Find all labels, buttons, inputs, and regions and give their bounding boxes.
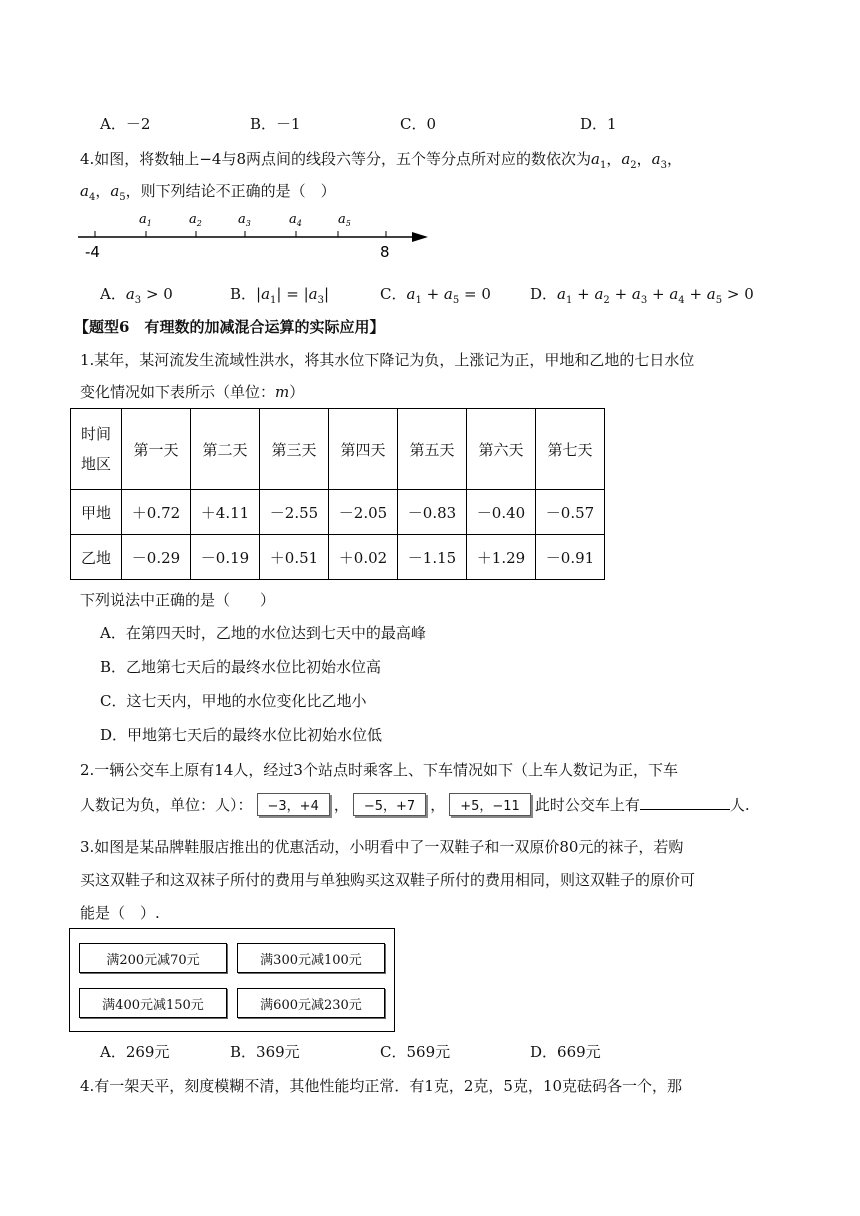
table-cell: －0.19 <box>191 535 260 580</box>
table-cell: ＋0.02 <box>329 535 398 580</box>
table-cell: －2.55 <box>260 490 329 535</box>
option-a: A．－2 <box>100 115 151 133</box>
p1-choice-b: B．乙地第七天后的最终水位比初始水位高 <box>100 658 382 676</box>
point-label-a3: $a_3$ <box>238 212 251 228</box>
option-c: C．$a_1 + a_5 = 0$ <box>380 285 491 306</box>
p1-choice-c: C．这七天内，甲地的水位变化比乙地小 <box>100 692 367 710</box>
table-corner-cell: 时间 地区 <box>71 409 122 490</box>
point-label-a4: $a_4$ <box>289 212 302 228</box>
point-label-a5: $a_5$ <box>338 212 351 228</box>
promo-tag: 满600元减230元 <box>237 988 385 1018</box>
answer-blank <box>640 795 730 810</box>
table-cell: －0.83 <box>398 490 467 535</box>
promo-tag: 满400元减150元 <box>79 988 227 1018</box>
point-label-a2: $a_2$ <box>189 212 202 228</box>
q4-line2: $a_4$，$a_5$，则下列结论不正确的是（ ） <box>80 182 336 203</box>
arrow-head-icon <box>412 232 428 242</box>
table-header-cell: 第六天 <box>467 409 536 490</box>
q4-line1: 4.如图，将数轴上−4与8两点间的线段六等分，五个等分点所对应的数依次为$a_1$，$a_2$，$a_3$， <box>80 150 683 171</box>
p3-line2: 买这双鞋子和这双袜子所付的费用与单独购买这双鞋子所付的费用相同，则这双鞋子的原价可 <box>80 871 696 889</box>
point-label-a1: $a_1$ <box>139 212 152 228</box>
table-header-cell: 第七天 <box>536 409 605 490</box>
option-a: A．$a_3 > 0$ <box>100 285 173 306</box>
row-label: 甲地 <box>71 490 122 535</box>
option-d: D．$a_1 + a_2 + a_3 + a_4 + a_5 > 0$ <box>530 285 754 306</box>
number-line-figure <box>70 205 450 265</box>
p4-line1: 4.有一架天平，刻度模糊不清，其他性能均正常．有1克，2克，5克，10克砝码各一个，那 <box>80 1077 683 1095</box>
table-cell: －0.40 <box>467 490 536 535</box>
table-header-cell: 第一天 <box>122 409 191 490</box>
table-header-cell: 第四天 <box>329 409 398 490</box>
p1-choice-a: A．在第四天时，乙地的水位达到七天中的最高峰 <box>100 624 426 642</box>
section-heading: 【题型6 有理数的加减混合运算的实际应用】 <box>74 318 385 336</box>
axis-label-left: -4 <box>85 243 100 261</box>
table-cell: ＋0.72 <box>122 490 191 535</box>
stop-box: −3，+4 <box>257 793 330 816</box>
table-cell: －2.05 <box>329 490 398 535</box>
table-row <box>71 535 605 580</box>
axis-label-right: 8 <box>380 243 390 261</box>
row-label: 乙地 <box>71 535 122 580</box>
option-b: B．369元 <box>230 1043 300 1061</box>
p1-prompt: 下列说法中正确的是（ ） <box>80 591 276 609</box>
table-cell: －0.29 <box>122 535 191 580</box>
table-header-cell: 第三天 <box>260 409 329 490</box>
promo-tag: 满200元减70元 <box>79 943 227 973</box>
table-cell: ＋0.51 <box>260 535 329 580</box>
option-c: C．0 <box>400 115 437 133</box>
p3-line3: 能是（ ）. <box>80 904 160 922</box>
q4-options <box>100 283 800 306</box>
option-d: D．1 <box>580 115 617 133</box>
table-header-cell: 第二天 <box>191 409 260 490</box>
option-b: B．－1 <box>250 115 301 133</box>
prev-question-options <box>100 113 800 134</box>
table-cell: ＋1.29 <box>467 535 536 580</box>
table-header-cell: 第五天 <box>398 409 467 490</box>
stop-box: +5，−11 <box>449 793 531 816</box>
table-cell: －0.57 <box>536 490 605 535</box>
option-b: B．$|a_1| = |a_3|$ <box>230 285 330 306</box>
option-c: C．569元 <box>380 1043 451 1061</box>
table-row <box>71 490 605 535</box>
p1-choice-d: D．甲地第七天后的最终水位比初始水位低 <box>100 726 383 744</box>
promo-tag: 满300元减100元 <box>237 943 385 973</box>
stop-box: −5，+7 <box>353 793 426 816</box>
table-header-row <box>71 409 605 490</box>
promotion-figure <box>69 928 395 1032</box>
water-level-table <box>70 408 605 580</box>
table-cell: －0.91 <box>536 535 605 580</box>
p1-line2: 变化情况如下表所示（单位：m） <box>80 383 305 401</box>
p2-line1: 2.一辆公交车上原有14人，经过3个站点时乘客上、下车情况如下（上车人数记为正，下车 <box>80 761 678 779</box>
p1-line1: 1.某年，某河流发生流域性洪水，将其水位下降记为负，上涨记为正，甲地和乙地的七日水位 <box>80 351 695 369</box>
option-d: D．669元 <box>530 1043 601 1061</box>
p3-options <box>100 1041 800 1062</box>
table-cell: －1.15 <box>398 535 467 580</box>
option-a: A．269元 <box>100 1043 170 1061</box>
table-cell: ＋4.11 <box>191 490 260 535</box>
p3-line1: 3.如图是某品牌鞋服店推出的优惠活动，小明看中了一双鞋子和一双原价80元的袜子，若购 <box>80 838 684 856</box>
p2-line2: 人数记为负，单位：人）： −3，+4 ， −5，+7 ， +5，−11 此时公交车上有 人. <box>80 793 750 816</box>
